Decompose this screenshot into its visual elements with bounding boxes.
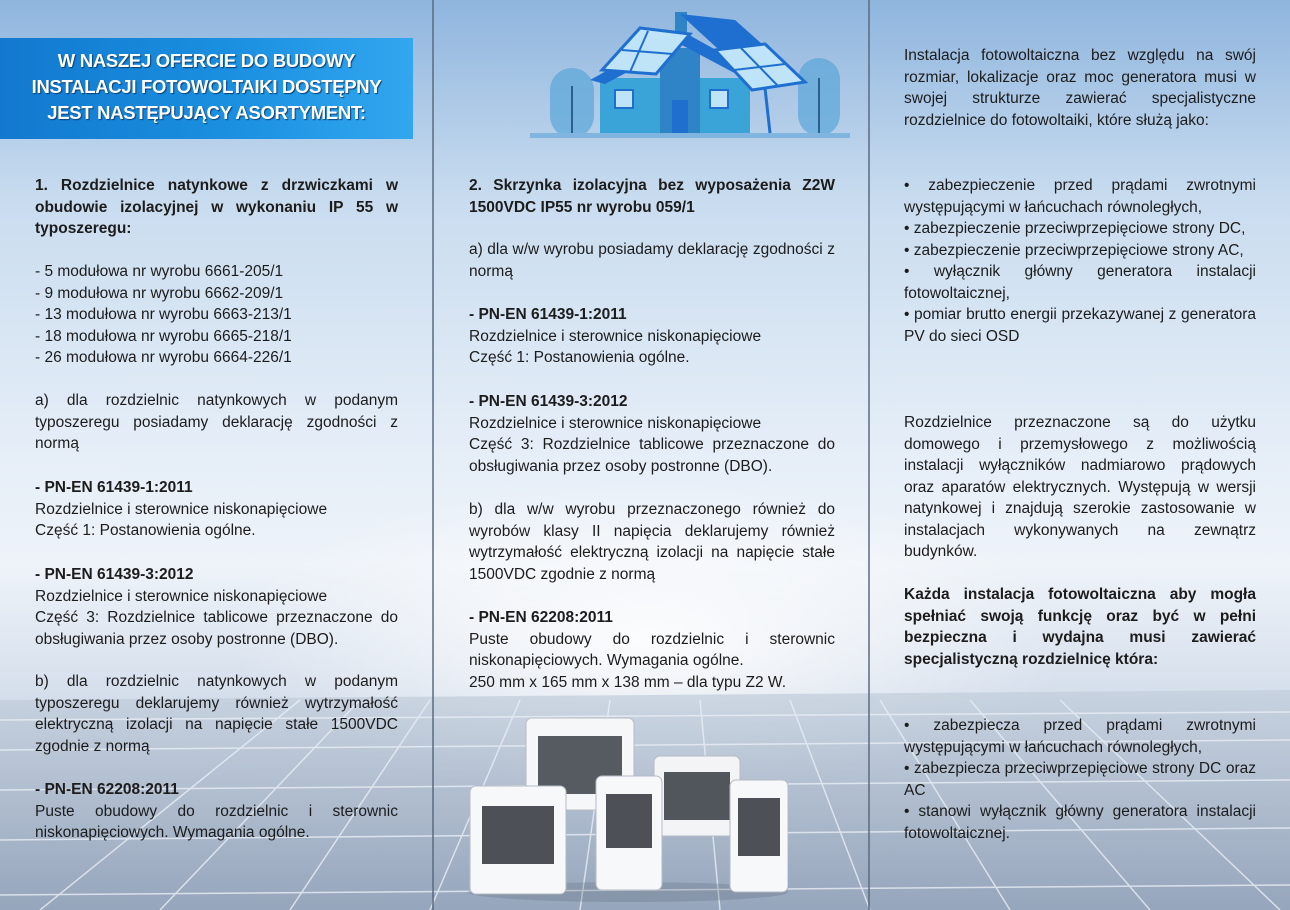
tree-icon <box>550 68 594 138</box>
norm-code: - PN-EN 62208:2011 <box>35 781 179 798</box>
col2-norm-2: - PN-EN 61439-3:2012 Rozdzielnice i sterownice niskonapięciowe Część 3: Rozdzielnice tablicowe przeznaczone do obsługiwania przez osoby postronne (DBO). <box>469 393 835 475</box>
list-item: - 13 modułowa nr wyrobu 6663-213/1 <box>35 306 292 323</box>
list-item: • zabezpieczenie przeciwprzepięciowe strony AC, <box>904 241 1244 259</box>
section-2-heading: 2. Skrzynka izolacyjna bez wyposażenia Z2W 1500VDC IP55 nr wyrobu 059/1 <box>469 177 835 216</box>
norm-code: - PN-EN 61439-3:2012 <box>35 566 194 583</box>
enclosure-box <box>470 786 566 894</box>
section-1-heading: 1. Rozdzielnice natynkowe z drzwiczkami w obudowie izolacyjnej w wykonaniu IP 55 w typoszeregu: <box>35 177 398 237</box>
list-item: • zabezpieczenie przed prądami zwrotnymi występującymi w łańcuchach równoległych, <box>904 177 1256 216</box>
module-list <box>35 261 398 369</box>
list-item: - 26 modułowa nr wyrobu 6664-226/1 <box>35 349 292 366</box>
solar-house-illustration <box>530 8 850 138</box>
list-item: - 9 modułowa nr wyrobu 6662-209/1 <box>35 284 284 302</box>
list-item: • zabezpieczenie przeciwprzepięciowe strony DC, <box>904 220 1246 237</box>
list-item: - 18 modułowa nr wyrobu 6665-218/1 <box>35 327 292 345</box>
col1-norm-3: - PN-EN 62208:2011 Puste obudowy do rozdzielnic i sterownic niskonapięciowych. Wymagania ogólne. <box>35 781 398 841</box>
list-item: • wyłącznik główny generatora instalacji fotowoltaicznej, <box>904 263 1256 302</box>
function-list <box>904 175 1256 347</box>
col1-norm-1: - PN-EN 61439-1:2011 Rozdzielnice i sterownice niskonapięciowe Część 1: Postanowienia ogólne. <box>35 477 398 542</box>
list-item: • pomiar brutto energii przekazywanej z generatora PV do sieci OSD <box>904 306 1256 345</box>
col2-norm-1: - PN-EN 61439-1:2011 Rozdzielnice i sterownice niskonapięciowe Część 1: Postanowienia ogólne. <box>469 304 835 369</box>
norm-code: - PN-EN 61439-1:2011 <box>469 306 627 323</box>
column-right <box>870 0 1290 910</box>
list-item: • zabezpiecza przed prądami zwrotnymi występującymi w łańcuchach równoległych, <box>904 717 1256 756</box>
enclosure-boxes-photo <box>468 712 788 902</box>
col1-para-b: b) dla rozdzielnic natynkowych w podanym typoszeregu deklarujemy również wytrzymałość elektryczną izolacji na napięcie stałe 1500VDC zgodnie z normą <box>35 673 398 755</box>
enclosure-box <box>596 776 662 890</box>
col2-para-b: b) dla w/w wyrobu przeznaczonego również do wyrobów klasy II napięcia deklarujemy również wytrzymałość elektryczną izolacji na napięcie stałe 1500VDC zgodnie z normą <box>469 501 835 583</box>
list-item: • stanowi wyłącznik główny generatora instalacji fotowoltaicznej. <box>904 803 1256 842</box>
enclosure-box <box>730 780 788 892</box>
col1-para-a: a) dla rozdzielnic natynkowych w podanym typoszeregu posiadamy deklarację zgodności z normą <box>35 392 398 452</box>
norm-code: - PN-EN 61439-1:2011 <box>35 479 193 496</box>
banner-title: W NASZEJ OFERCIE DO BUDOWY INSTALACJI FOTOWOLTAIKI DOSTĘPNY JEST NASTĘPUJĄCY ASORTYMENT: <box>31 50 382 123</box>
list-item: • zabezpiecza przeciwprzepięciowe strony DC oraz AC <box>904 760 1256 799</box>
requirement-list <box>904 715 1256 844</box>
column-left <box>0 0 432 910</box>
col2-norm-3: - PN-EN 62208:2011 Puste obudowy do rozdzielnic i sterownic niskonapięciowych. Wymagania ogólne. 250 mm x 165 mm x 138 mm – dla typu Z2 W. <box>469 609 835 691</box>
enclosure-box <box>654 756 740 836</box>
norm-code: - PN-EN 62208:2011 <box>469 609 613 626</box>
offer-banner <box>0 38 413 139</box>
list-item: - 5 modułowa nr wyrobu 6661-205/1 <box>35 263 284 280</box>
col2-para-a: a) dla w/w wyrobu posiadamy deklarację zgodności z normą <box>469 241 835 280</box>
col1-norm-2: - PN-EN 61439-3:2012 Rozdzielnice i sterownice niskonapięciowe Część 3: Rozdzielnice tablicowe przeznaczone do obsługiwania przez osoby postronne (DBO). <box>35 566 398 648</box>
col3-bold-para: Każda instalacja fotowoltaiczna aby mogła spełniać swoją funkcję oraz być w pełni bezpieczna i wydajna musi zawierać specjalistyczną rozdzielnicę która: <box>904 586 1256 668</box>
tree-icon <box>798 58 840 136</box>
norm-code: - PN-EN 61439-3:2012 <box>469 393 628 410</box>
column-middle <box>434 0 868 910</box>
col3-para-2: Rozdzielnice przeznaczone są do użytku domowego i przemysłowego z możliwością instalacji wyłączników nadmiarowo prądowych oraz aparatów elektrycznych. Występują w wersji natynkowej i znajdują szerokie zastosowanie w instalacjach wykonywanych na zewnątrz budynków. <box>904 414 1256 560</box>
col3-intro: Instalacja fotowoltaiczna bez względu na swój rozmiar, lokalizacje oraz moc generatora musi w swojej strukturze zawierać specjalistyczne rozdzielnice do fotowoltaiki, które służą jako: <box>904 47 1256 129</box>
